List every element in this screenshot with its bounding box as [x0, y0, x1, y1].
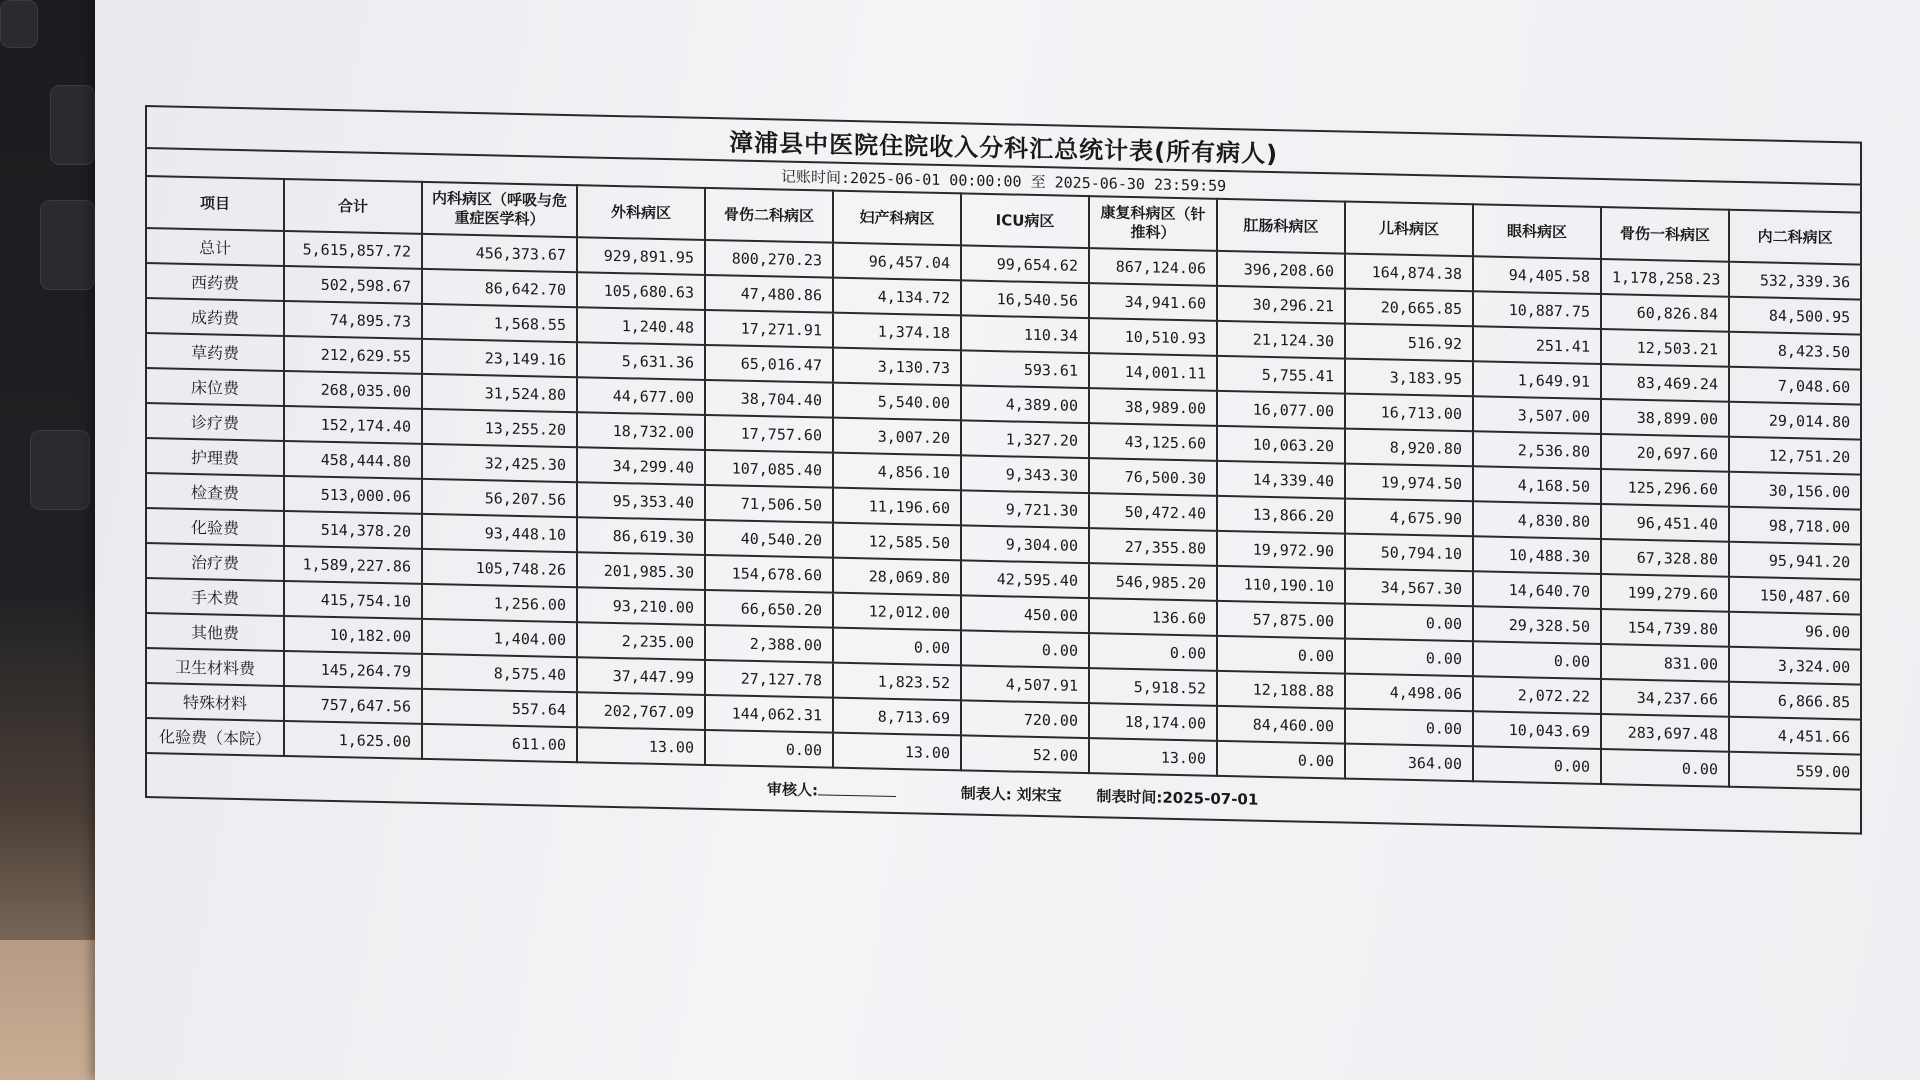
table-cell: 513,000.06: [284, 476, 422, 514]
row-label: 化验费: [146, 508, 284, 546]
table-cell: 150,487.60: [1729, 577, 1861, 615]
row-label: 卫生材料费: [146, 648, 284, 686]
table-cell: 0.00: [1217, 741, 1345, 779]
column-header: 儿科病区: [1345, 202, 1473, 257]
table-cell: 14,001.11: [1089, 353, 1217, 391]
table-cell: 13.00: [577, 727, 705, 765]
report-sheet: [145, 105, 1851, 871]
table-cell: 110,190.10: [1217, 566, 1345, 604]
table-cell: 10,043.69: [1473, 711, 1601, 749]
table-cell: 20,697.60: [1601, 434, 1729, 472]
table-cell: 1,327.20: [961, 420, 1089, 458]
table-cell: 364.00: [1345, 744, 1473, 782]
table-cell: 800,270.23: [705, 240, 833, 278]
report-period: 记账时间:2025-06-01 00:00:00 至 2025-06-30 23:59:59: [146, 148, 1861, 213]
keyboard-key: [50, 85, 95, 165]
row-label: 草药费: [146, 333, 284, 371]
column-header: 外科病区: [577, 185, 705, 240]
table-cell: 34,567.30: [1345, 569, 1473, 607]
table-cell: 105,680.63: [577, 272, 705, 310]
table-cell: 50,472.40: [1089, 493, 1217, 531]
table-cell: 145,264.79: [284, 651, 422, 689]
table-cell: 1,404.00: [422, 619, 577, 657]
table-cell: 107,085.40: [705, 450, 833, 488]
table-cell: 3,130.73: [833, 348, 961, 386]
table-cell: 13.00: [833, 733, 961, 771]
table-cell: 4,134.72: [833, 278, 961, 316]
table-cell: 125,296.60: [1601, 469, 1729, 507]
table-cell: 154,678.60: [705, 555, 833, 593]
table-cell: 28,069.80: [833, 558, 961, 596]
column-header: 合计: [284, 179, 422, 234]
table-cell: 19,972.90: [1217, 531, 1345, 569]
table-cell: 9,304.00: [961, 525, 1089, 563]
table-cell: 757,647.56: [284, 686, 422, 724]
column-header: 内科病区（呼吸与危重症医学科）: [422, 182, 577, 237]
table-cell: 1,240.48: [577, 307, 705, 345]
keyboard-key: [0, 0, 38, 48]
column-header: 肛肠科病区: [1217, 199, 1345, 254]
table-cell: 57,875.00: [1217, 601, 1345, 639]
table-cell: 154,739.80: [1601, 609, 1729, 647]
table-cell: 1,374.18: [833, 313, 961, 351]
table-cell: 96.00: [1729, 612, 1861, 650]
table-cell: 199,279.60: [1601, 574, 1729, 612]
table-cell: 458,444.80: [284, 441, 422, 479]
table-cell: 19,974.50: [1345, 464, 1473, 502]
table-cell: 268,035.00: [284, 371, 422, 409]
table-cell: 65,016.47: [705, 345, 833, 383]
column-header: 康复科病区（针推科）: [1089, 196, 1217, 251]
table-cell: 17,271.91: [705, 310, 833, 348]
table-cell: 1,823.52: [833, 663, 961, 701]
table-cell: 66,650.20: [705, 590, 833, 628]
table-cell: 283,697.48: [1601, 714, 1729, 752]
table-cell: 18,174.00: [1089, 703, 1217, 741]
table-cell: 1,589,227.86: [284, 546, 422, 584]
row-label: 手术费: [146, 578, 284, 616]
table-cell: 514,378.20: [284, 511, 422, 549]
table-cell: 0.00: [1089, 633, 1217, 671]
table-cell: 867,124.06: [1089, 248, 1217, 286]
table-cell: 1,256.00: [422, 584, 577, 622]
table-cell: 5,918.52: [1089, 668, 1217, 706]
table-cell: 1,649.91: [1473, 361, 1601, 399]
table-cell: 3,007.20: [833, 418, 961, 456]
table-cell: 450.00: [961, 595, 1089, 633]
table-cell: 34,941.60: [1089, 283, 1217, 321]
table-cell: 0.00: [1473, 641, 1601, 679]
table-cell: 20,665.85: [1345, 289, 1473, 327]
table-cell: 8,920.80: [1345, 429, 1473, 467]
table-cell: 559.00: [1729, 752, 1861, 790]
table-cell: 456,373.67: [422, 234, 577, 272]
table-cell: 10,887.75: [1473, 291, 1601, 329]
row-label: 西药费: [146, 263, 284, 301]
table-cell: 144,062.31: [705, 695, 833, 733]
table-cell: 2,235.00: [577, 622, 705, 660]
row-label: 护理费: [146, 438, 284, 476]
table-cell: 13,866.20: [1217, 496, 1345, 534]
table-cell: 831.00: [1601, 644, 1729, 682]
report-title: 漳浦县中医院住院收入分科汇总统计表(所有病人): [146, 106, 1861, 185]
table-cell: 202,767.09: [577, 692, 705, 730]
table-cell: 2,388.00: [705, 625, 833, 663]
table-cell: 74,895.73: [284, 301, 422, 339]
table-cell: 34,299.40: [577, 447, 705, 485]
table-cell: 546,985.20: [1089, 563, 1217, 601]
column-header: 骨伤一科病区: [1601, 207, 1729, 262]
table-cell: 86,642.70: [422, 269, 577, 307]
table-cell: 98,718.00: [1729, 507, 1861, 545]
table-cell: 0.00: [705, 730, 833, 768]
table-cell: 12,751.20: [1729, 437, 1861, 475]
table-cell: 0.00: [833, 628, 961, 666]
desk-background-left: [0, 0, 110, 1080]
table-cell: 84,460.00: [1217, 706, 1345, 744]
maker-label: 制表人:: [960, 783, 1012, 803]
table-cell: 18,732.00: [577, 412, 705, 450]
table-body: [146, 228, 1861, 790]
table-cell: 9,343.30: [961, 455, 1089, 493]
column-header: 妇产科病区: [833, 191, 961, 246]
table-cell: 32,425.30: [422, 444, 577, 482]
table-cell: 50,794.10: [1345, 534, 1473, 572]
table-cell: 40,540.20: [705, 520, 833, 558]
table-cell: 2,536.80: [1473, 431, 1601, 469]
table-cell: 95,941.20: [1729, 542, 1861, 580]
row-label: 其他费: [146, 613, 284, 651]
table-cell: 0.00: [1473, 746, 1601, 784]
table-cell: 16,713.00: [1345, 394, 1473, 432]
table-cell: 52.00: [961, 735, 1089, 773]
row-label: 化验费（本院）: [146, 718, 284, 756]
table-cell: 10,488.30: [1473, 536, 1601, 574]
row-label: 总计: [146, 228, 284, 266]
table-cell: 212,629.55: [284, 336, 422, 374]
column-header: 眼科病区: [1473, 204, 1601, 259]
table-cell: 38,989.00: [1089, 388, 1217, 426]
table-cell: 3,324.00: [1729, 647, 1861, 685]
table-cell: 611.00: [422, 724, 577, 762]
table-cell: 4,856.10: [833, 453, 961, 491]
table-cell: 76,500.30: [1089, 458, 1217, 496]
table-cell: 0.00: [1601, 749, 1729, 787]
table-cell: 43,125.60: [1089, 423, 1217, 461]
table-cell: 12,188.88: [1217, 671, 1345, 709]
table-cell: 13.00: [1089, 738, 1217, 776]
table-cell: 94,405.58: [1473, 256, 1601, 294]
table-cell: 0.00: [1345, 709, 1473, 747]
table-cell: 71,506.50: [705, 485, 833, 523]
table-cell: 201,985.30: [577, 552, 705, 590]
table-cell: 4,168.50: [1473, 466, 1601, 504]
table-cell: 44,677.00: [577, 377, 705, 415]
table-cell: 67,328.80: [1601, 539, 1729, 577]
table-cell: 86,619.30: [577, 517, 705, 555]
row-label: 诊疗费: [146, 403, 284, 441]
row-label: 检查费: [146, 473, 284, 511]
table-cell: 4,675.90: [1345, 499, 1473, 537]
table-cell: 29,328.50: [1473, 606, 1601, 644]
table-cell: 99,654.62: [961, 245, 1089, 283]
table-cell: 110.34: [961, 315, 1089, 353]
table-cell: 5,540.00: [833, 383, 961, 421]
table-cell: 3,183.95: [1345, 359, 1473, 397]
table-cell: 0.00: [1345, 639, 1473, 677]
table-cell: 396,208.60: [1217, 251, 1345, 289]
table-cell: 34,237.66: [1601, 679, 1729, 717]
table-cell: 4,451.66: [1729, 717, 1861, 755]
table-cell: 7,048.60: [1729, 367, 1861, 405]
table-cell: 31,524.80: [422, 374, 577, 412]
table-cell: 1,568.55: [422, 304, 577, 342]
table-cell: 1,625.00: [284, 721, 422, 759]
report-date: 制表时间:2025-07-01: [1096, 786, 1259, 809]
table-cell: 12,012.00: [833, 593, 961, 631]
table-cell: 10,063.20: [1217, 426, 1345, 464]
table-cell: 10,510.93: [1089, 318, 1217, 356]
maker-name: 刘宋宝: [1016, 785, 1062, 805]
table-cell: 251.41: [1473, 326, 1601, 364]
table-cell: 136.60: [1089, 598, 1217, 636]
table-cell: 12,503.21: [1601, 329, 1729, 367]
table-cell: 164,874.38: [1345, 254, 1473, 292]
table-cell: 96,457.04: [833, 243, 961, 281]
table-cell: 23,149.16: [422, 339, 577, 377]
table-cell: 5,755.41: [1217, 356, 1345, 394]
table-cell: 4,830.80: [1473, 501, 1601, 539]
table-cell: 415,754.10: [284, 581, 422, 619]
table-cell: 95,353.40: [577, 482, 705, 520]
table-cell: 0.00: [1217, 636, 1345, 674]
table-cell: 16,077.00: [1217, 391, 1345, 429]
table-cell: 13,255.20: [422, 409, 577, 447]
keyboard-key: [40, 200, 95, 290]
table-cell: 532,339.36: [1729, 262, 1861, 300]
table-cell: 27,355.80: [1089, 528, 1217, 566]
table-cell: 14,640.70: [1473, 571, 1601, 609]
table-cell: 10,182.00: [284, 616, 422, 654]
table-cell: 37,447.99: [577, 657, 705, 695]
table-cell: 17,757.60: [705, 415, 833, 453]
table-cell: 0.00: [961, 630, 1089, 668]
table-cell: 11,196.60: [833, 488, 961, 526]
table-cell: 42,595.40: [961, 560, 1089, 598]
table-cell: 105,748.26: [422, 549, 577, 587]
table-cell: 93,210.00: [577, 587, 705, 625]
reviewer-label: 审核人:: [767, 779, 818, 799]
table-cell: 29,014.80: [1729, 402, 1861, 440]
table-cell: 3,507.00: [1473, 396, 1601, 434]
table-cell: 96,451.40: [1601, 504, 1729, 542]
table-cell: 9,721.30: [961, 490, 1089, 528]
table-cell: 8,423.50: [1729, 332, 1861, 370]
table-cell: 16,540.56: [961, 280, 1089, 318]
table-cell: 83,469.24: [1601, 364, 1729, 402]
table-cell: 4,498.06: [1345, 674, 1473, 712]
table-cell: 14,339.40: [1217, 461, 1345, 499]
row-label: 床位费: [146, 368, 284, 406]
table-cell: 0.00: [1345, 604, 1473, 642]
table-cell: 516.92: [1345, 324, 1473, 362]
table-cell: 593.61: [961, 350, 1089, 388]
table-cell: 152,174.40: [284, 406, 422, 444]
table-cell: 4,507.91: [961, 665, 1089, 703]
row-label: 治疗费: [146, 543, 284, 581]
table-cell: 12,585.50: [833, 523, 961, 561]
table-cell: 5,631.36: [577, 342, 705, 380]
table-cell: 84,500.95: [1729, 297, 1861, 335]
keyboard-key: [30, 430, 90, 510]
table-cell: 720.00: [961, 700, 1089, 738]
table-cell: 5,615,857.72: [284, 231, 422, 269]
table-cell: 60,826.84: [1601, 294, 1729, 332]
column-header: 内二科病区: [1729, 210, 1861, 265]
table-cell: 38,704.40: [705, 380, 833, 418]
table-cell: 929,891.95: [577, 237, 705, 275]
table-cell: 56,207.56: [422, 479, 577, 517]
table-cell: 8,575.40: [422, 654, 577, 692]
table-cell: 2,072.22: [1473, 676, 1601, 714]
table-cell: 47,480.86: [705, 275, 833, 313]
row-label: 特殊材料: [146, 683, 284, 721]
table-cell: 8,713.69: [833, 698, 961, 736]
table-cell: 502,598.67: [284, 266, 422, 304]
table-cell: 6,866.85: [1729, 682, 1861, 720]
table-cell: 1,178,258.23: [1601, 259, 1729, 297]
column-header: ICU病区: [961, 193, 1089, 248]
table-cell: 27,127.78: [705, 660, 833, 698]
table-cell: 30,296.21: [1217, 286, 1345, 324]
table-cell: 4,389.00: [961, 385, 1089, 423]
table-cell: 30,156.00: [1729, 472, 1861, 510]
revenue-table: [145, 105, 1862, 835]
column-header: 骨伤二科病区: [705, 188, 833, 243]
table-cell: 21,124.30: [1217, 321, 1345, 359]
table-cell: 93,448.10: [422, 514, 577, 552]
row-label: 成药费: [146, 298, 284, 336]
table-cell: 38,899.00: [1601, 399, 1729, 437]
table-cell: 557.64: [422, 689, 577, 727]
column-header: 项目: [146, 176, 284, 231]
reviewer-signature-line: [818, 780, 896, 797]
